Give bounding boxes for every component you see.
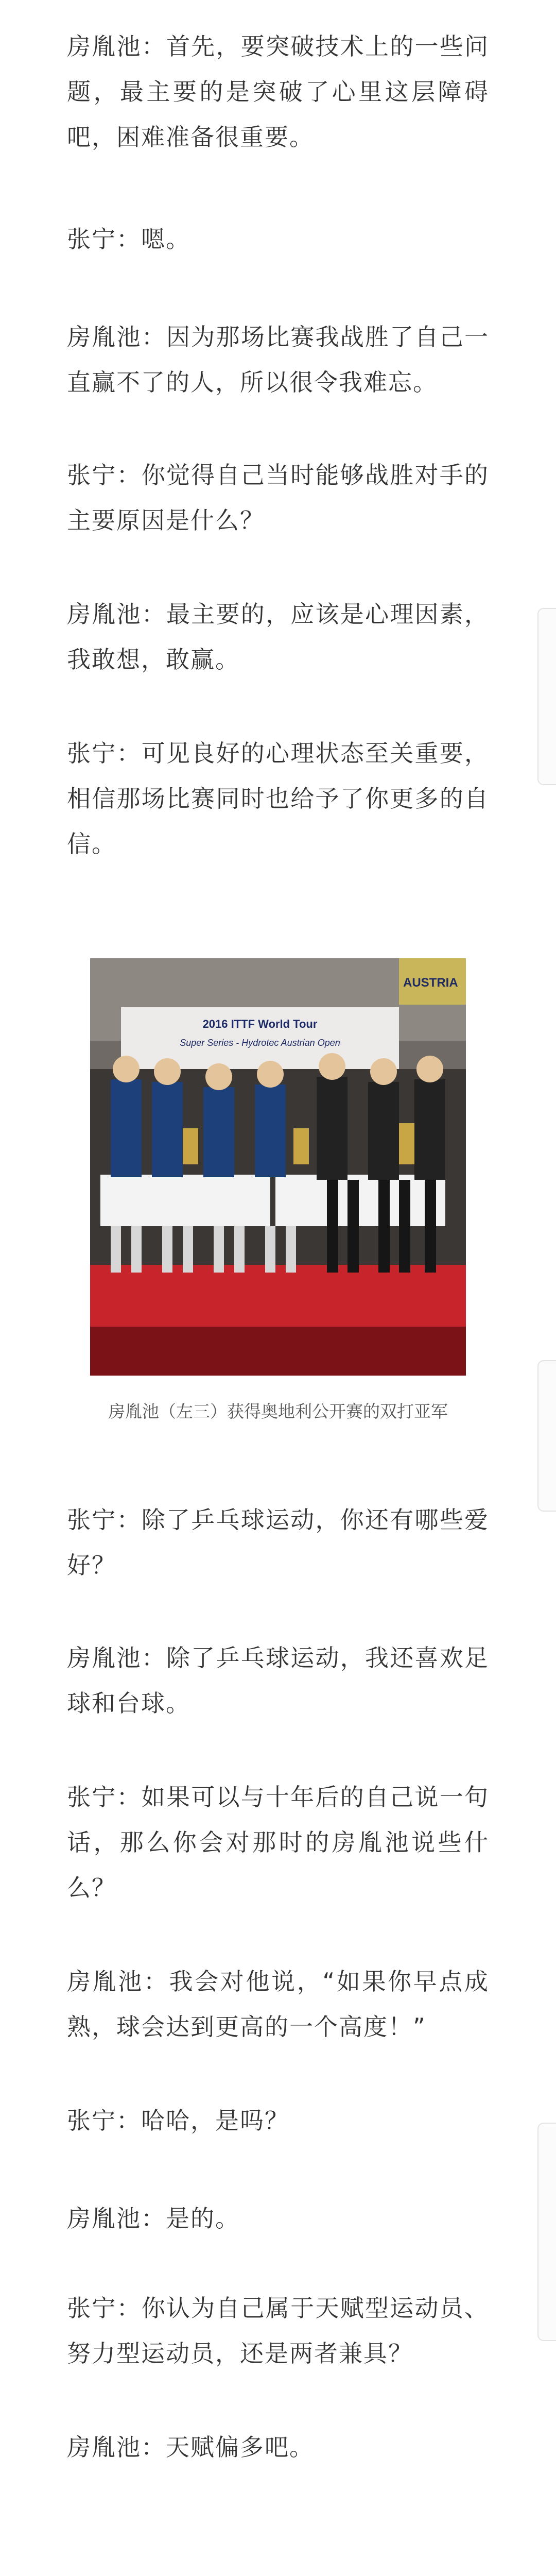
paragraph: 房胤池：除了乒乓球运动，我还喜欢足球和台球。 — [67, 1644, 489, 1717]
paragraph: 张宁：你觉得自己当时能够战胜对手的主要原因是什么？ — [67, 461, 489, 534]
paragraph: 张宁：可见良好的心理状态至关重要，相信那场比赛同时也给予了你更多的自信。 — [67, 739, 489, 858]
right-edge-frame — [537, 608, 556, 785]
paragraph: 张宁：嗯。 — [67, 225, 190, 253]
right-edge-frame — [537, 1360, 556, 1512]
banner-line-2: Super Series - Hydrotec Austrian Open — [180, 1038, 340, 1048]
photo-caption: 房胤池（左三）获得奥地利公开赛的双打亚军 — [108, 1401, 448, 1421]
right-edge-frame — [537, 2123, 556, 2341]
paragraph: 房胤池：是的。 — [67, 2205, 240, 2232]
paragraph: 张宁：你认为自己属于天赋型运动员、努力型运动员，还是两者兼具？ — [67, 2294, 489, 2367]
paragraph: 房胤池：我会对他说，“如果你早点成熟，球会达到更高的一个高度！” — [67, 1968, 489, 2041]
paragraph: 张宁：如果可以与十年后的自己说一句话，那么你会对那时的房胤池说些什么？ — [67, 1783, 489, 1902]
paragraph: 张宁：哈哈，是吗？ — [67, 2107, 289, 2134]
paragraph: 房胤池：最主要的，应该是心理因素，我敢想，敢赢。 — [67, 600, 489, 673]
doubles-podium-photo — [90, 958, 466, 1376]
corner-sign-text: AUSTRIA — [403, 976, 458, 990]
podium-illustration — [90, 958, 466, 1376]
banner-line-1: 2016 ITTF World Tour — [202, 1018, 318, 1030]
paragraph: 房胤池：因为那场比赛我战胜了自己一直赢不了的人，所以很令我难忘。 — [67, 323, 489, 396]
paragraph: 房胤池：首先，要突破技术上的一些问题，最主要的是突破了心里这层障碍吧，困难准备很重要。 — [67, 32, 489, 151]
paragraph: 张宁：除了乒乓球运动，你还有哪些爱好？ — [67, 1506, 489, 1579]
paragraph: 房胤池：天赋偏多吧。 — [67, 2433, 314, 2461]
